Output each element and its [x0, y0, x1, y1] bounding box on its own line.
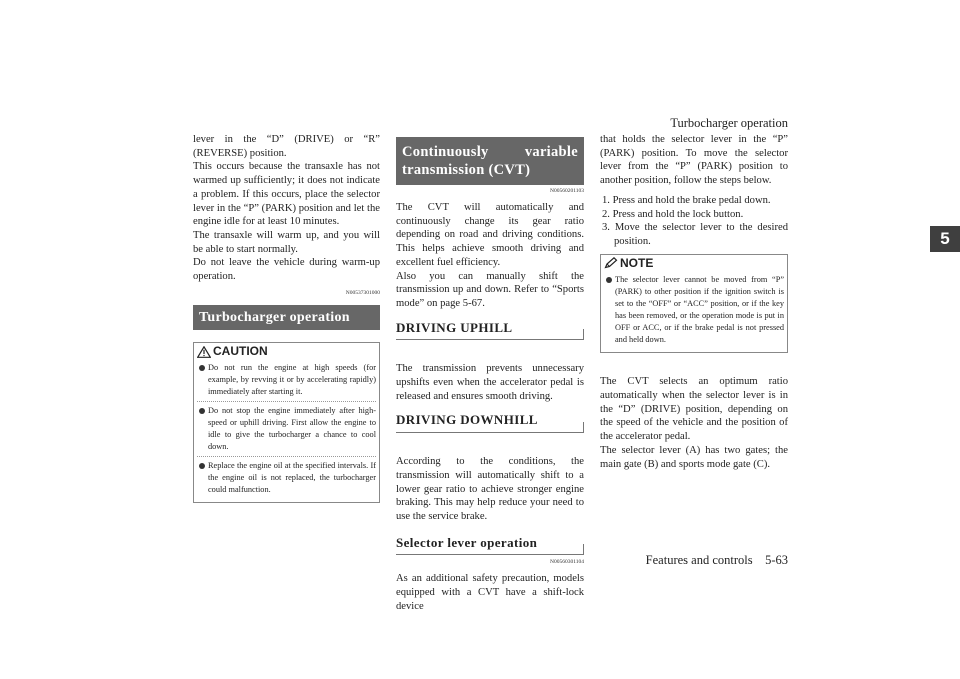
subsection-heading: Selector lever operation — [396, 534, 584, 556]
section-heading: Turbocharger operation — [193, 305, 380, 330]
paragraph: The transaxle will warm up, and you will be able to start normally. — [193, 229, 380, 255]
pencil-icon — [604, 257, 618, 269]
paragraph: This occurs because the transaxle has not warmed up sufficiently; it does not indicate a problem. If this occurs, place the selector lever in the “P” (PARK) position and let the engine idle for at least 10 minutes. — [193, 161, 380, 228]
paragraph: The transmission prevents unnecessary upshifts even when the accelerator pedal is released and ensures smooth driving. — [396, 363, 584, 402]
running-foot: Features and controls 5-63 — [645, 553, 788, 567]
section-code: N00560301104 — [549, 559, 584, 566]
subsection-heading: DRIVING DOWNHILL — [396, 411, 584, 433]
column-2 — [396, 137, 584, 613]
section-code: N00560201103 — [549, 188, 584, 194]
running-head: Turbocharger operation — [670, 116, 788, 130]
step-item: 3. Move the selector lever to the desired position. — [602, 222, 788, 247]
caution-title: CAUTION — [197, 345, 376, 359]
section-heading: Continuously variable transmission (CVT) — [396, 137, 584, 185]
section-code: N00537301000 — [345, 289, 380, 296]
paragraph: The CVT selects an optimum ratio automatically when the selector lever is in the “D” (DRIVE) position, depending on the speed of the vehicle and the position of the accelerator pedal. — [600, 376, 788, 443]
caution-item: Do not stop the engine immediately after high-speed or uphill driving. First allow the engine to idle to give the turbocharger a chance to cool down. — [197, 405, 376, 457]
paragraph: The CVT will automatically and continuously change its gear ratio depending on road and driving conditions. This helps achieve smooth driving and excellent fuel efficiency. — [396, 202, 584, 268]
subsection-heading: DRIVING UPHILL — [396, 319, 584, 341]
caution-item: Do not run the engine at high speeds (for example, by revving it or by accelerating rapidly) immediately after starting it. — [197, 362, 376, 402]
paragraph: Also you can manually shift the transmission up and down. Refer to “Sports mode” on page 5-67. — [396, 270, 584, 309]
column-1 — [193, 133, 380, 503]
paragraph: lever in the “D” (DRIVE) or “R” (REVERSE) position. — [193, 134, 380, 159]
caution-box — [193, 342, 380, 504]
paragraph: According to the conditions, the transmission will automatically shift to a lower gear ratio to achieve stronger engine braking. This may help reduce your need to use the service brake. — [396, 456, 584, 522]
caution-item: Replace the engine oil at the specified intervals. If the engine oil is not replaced, the turbocharger could malfunction. — [197, 460, 376, 499]
note-title: NOTE — [604, 257, 784, 271]
step-item: 2. Press and hold the lock button. — [602, 208, 744, 220]
column-3 — [600, 133, 788, 471]
step-list — [600, 194, 788, 249]
paragraph: that holds the selector lever in the “P” (PARK) position. To move the selector lever from the “P” (PARK) position to another position, follow the steps below. — [600, 134, 788, 187]
paragraph: As an additional safety precaution, models equipped with a CVT have a shift-lock device — [396, 573, 584, 612]
step-item: 1. Press and hold the brake pedal down. — [602, 194, 771, 206]
note-item: The selector lever cannot be moved from “P” (PARK) to other position if the ignition switch is set to the “OFF” or “ACC” position, or if the key has been removed, or the operation mode is put in OFF or ACC, or if the brake pedal is not pressed and held down. — [604, 274, 784, 349]
chapter-tab: 5 — [930, 226, 960, 252]
paragraph: Do not leave the vehicle during warm-up operation. — [193, 257, 380, 283]
note-box — [600, 254, 788, 354]
paragraph: The selector lever (A) has two gates; the main gate (B) and sports mode gate (C). — [600, 444, 788, 470]
warning-triangle-icon — [197, 346, 211, 358]
